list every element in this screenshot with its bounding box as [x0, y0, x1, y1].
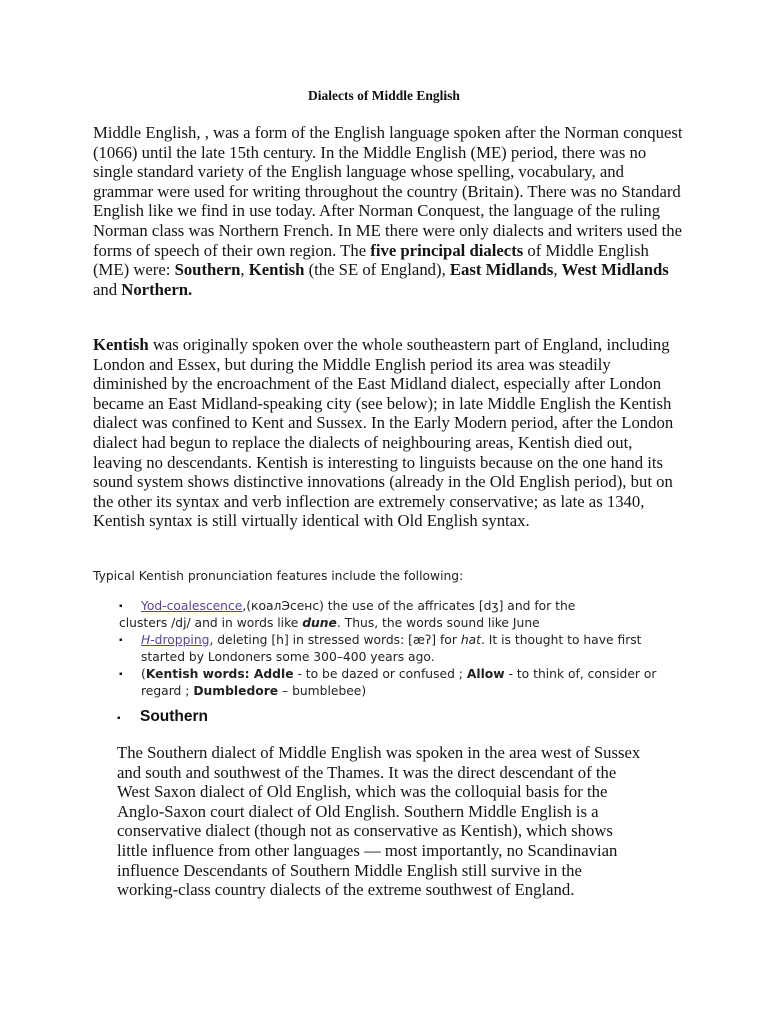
- words-text-2: - to think of, consider or: [504, 667, 657, 681]
- five-principal-dialects: five principal dialects: [370, 240, 524, 260]
- pronunciation-lead: Typical Kentish pronunciation features include the following:: [93, 569, 464, 583]
- yod-text-2: clusters /dj/ and in words like: [119, 616, 303, 630]
- kentish-text: was originally spoken over the whole southeastern part of England, including London and Essex, but during the Middle English period its area was steadily diminished by the encroachment of the East Midland dialect, especially after London became an East Midland-speaking city (see below); in late Middle English the Kentish dialect was confined to Kent and Sussex. In the Early Modern period, after the London dialect had begun to replace the dialects of neighbouring areas, Kentish died out, leaving no descendants. Kentish is interesting to linguists because on the one hand its sound system shows distinctive innovations (already in the Old English period), but on the other its syntax and verb inflection are extremely conservative; as late as 1340, Kentish syntax is still virtually identical with Old English syntax.: [93, 335, 674, 531]
- southern-paragraph: The Southern dialect of Middle English was spoken in the area west of Sussex and south and southwest of the Thames. It was the direct descendant of the West Saxon dialect of Old English, which was the colloquial basis for the Anglo-Saxon court dialect of Old English. Southern Middle English is a conservative dialect (though not as conservative as Kentish), which shows little influence from other languages — most importantly, no Scandinavian influence Descendants of Southern Middle English still survive in the working-class country dialects of the extreme southwest of England.: [117, 743, 641, 900]
- bullet-words-line2: [141, 683, 701, 700]
- bullet-yod-line2: [119, 615, 699, 632]
- yod-text-3: . Thus, the words sound like June: [336, 616, 540, 630]
- bullet-hdrop-line2: started by Londoners some 300–400 years ago.: [141, 650, 435, 664]
- intro-and: and: [93, 279, 122, 299]
- hdrop-text-2: . It is thought to have first: [480, 633, 642, 647]
- dialect-northern: Northern.: [121, 279, 193, 299]
- dialect-southern: Southern: [174, 260, 241, 280]
- kentish-note: (the SE of England),: [304, 260, 450, 280]
- kentish-lead: Kentish: [93, 335, 149, 354]
- dialect-west-midlands: West Midlands: [561, 260, 669, 280]
- h-dropping-link[interactable]: [141, 633, 209, 647]
- intro-text-2: of Middle English (ME) were:: [93, 240, 649, 280]
- yod-text-1: ,(коалЭсенс) the use of the affricates [dʒ] and for the: [242, 599, 576, 613]
- bullet-marker: ▪: [119, 669, 123, 680]
- page-title: Dialects of Middle English: [308, 88, 460, 103]
- bullet-marker: ▪: [119, 635, 123, 646]
- bullet-hdrop-line1: [141, 632, 701, 649]
- intro-text-1: Middle English, , was a form of the English language spoken after the Norman conquest (1066) until the late 15th century. In the Middle English (ME) period, there was no single standard variety of the English language whose spelling, vocabulary, and grammar were used for writing throughout the country (Britain). There was no Standard English like we find in use today. After Norman Conquest, the language of the ruling Norman class was Northern French. In ME there were only dialects and writers used the forms of speech of their own region. The: [93, 123, 683, 260]
- intro-paragraph: [93, 123, 683, 299]
- word-allow: Allow: [466, 667, 505, 681]
- kentish-words-label: Kentish words: Addle: [145, 667, 294, 681]
- words-open-paren: (: [141, 667, 146, 681]
- yod-coalescence-link[interactable]: Yod-coalescence: [141, 599, 243, 613]
- kentish-paragraph: [93, 335, 683, 531]
- dialect-kentish: Kentish: [248, 260, 305, 280]
- intro-comma-2: ,: [553, 260, 562, 280]
- word-dumbledore: Dumbledore: [193, 684, 279, 698]
- southern-heading: Southern: [140, 708, 209, 725]
- word-dune: dune: [302, 616, 337, 630]
- intro-comma-1: ,: [240, 260, 249, 280]
- h-dropping-link-text: -dropping: [150, 633, 210, 647]
- dialect-east-midlands: East Midlands: [449, 260, 554, 280]
- hdrop-text-1: , deleting [h] in stressed words: [æʔ] for: [209, 633, 461, 647]
- words-text-1: - to be dazed or confused ;: [293, 667, 467, 681]
- bullet-yod-line1: [141, 598, 701, 615]
- words-text-4: – bumblebee): [278, 684, 367, 698]
- bullet-marker: ▪: [117, 713, 121, 724]
- word-hat: hat: [460, 633, 481, 647]
- words-text-3: regard ;: [141, 684, 194, 698]
- bullet-words-line1: [141, 666, 701, 683]
- h-letter: H: [141, 633, 151, 647]
- bullet-marker: ▪: [119, 601, 123, 612]
